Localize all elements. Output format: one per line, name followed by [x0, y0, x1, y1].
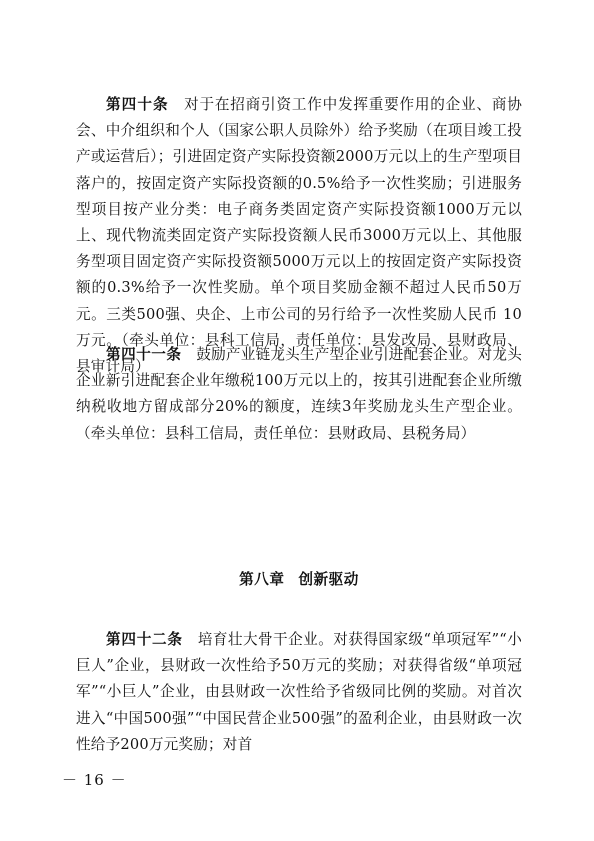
article-40-paragraph — [76, 92, 522, 380]
article-41-text: 鼓励产业链龙头生产型企业引进配套企业。对龙头企业新引进配套企业年缴税100万元以上的，按其引进配套企业所缴纳税收地方留成部分20%的额度，连续3年奖励龙头生产型企业。（牵头单位：县科工信局，责任单位：县财政局、县税务局） — [76, 346, 522, 442]
chapter-title: 创新驱动 — [298, 571, 359, 588]
article-40-text: 对于在招商引资工作中发挥重要作用的企业、商协会、中介组织和个人（国家公职人员除外）给予奖励（在项目竣工投产或运营后）；引进固定资产实际投资额2000万元以上的生产型项目落户的，按固定资产实际投资额的0.5%给予一次性奖励；引进服务型项目按产业分类：电子商务类固定资产实际投资额1000万元以上、现代物流类固定资产实际投资额人民币3000万元以上、其他服务型项目固定资产实际投资额5000万元以上的按固定资产实际投资额的0.3%给予一次性奖励。单个项目奖励金额不超过人民币50万元。三类500强、央企、上市公司的另行给予一次性奖励人民币 10 万元。（牵头单位：县科工信局，责任单位：县发改局、县财政局、县审计局） — [76, 96, 522, 376]
article-42-label: 第四十二条 — [106, 631, 183, 648]
page-number: － 16 － — [62, 771, 127, 789]
chapter-heading — [76, 568, 522, 589]
article-40-label: 第四十条 — [106, 96, 169, 113]
article-41-paragraph — [76, 342, 522, 447]
article-42-text: 培育壮大骨干企业。对获得国家级“单项冠军”“小巨人”企业，县财政一次性给予50万元的奖励；对获得省级“单项冠军”“小巨人”企业，由县财政一次性给予省级同比例的奖励。对首次进入“中国500强”“中国民营企业500强”的盈利企业，由县财政一次性给予200万元奖励；对首 — [76, 631, 523, 753]
article-42-paragraph — [76, 627, 522, 758]
chapter-number: 第八章 — [239, 571, 285, 588]
article-41-label: 第四十一条 — [106, 346, 182, 363]
